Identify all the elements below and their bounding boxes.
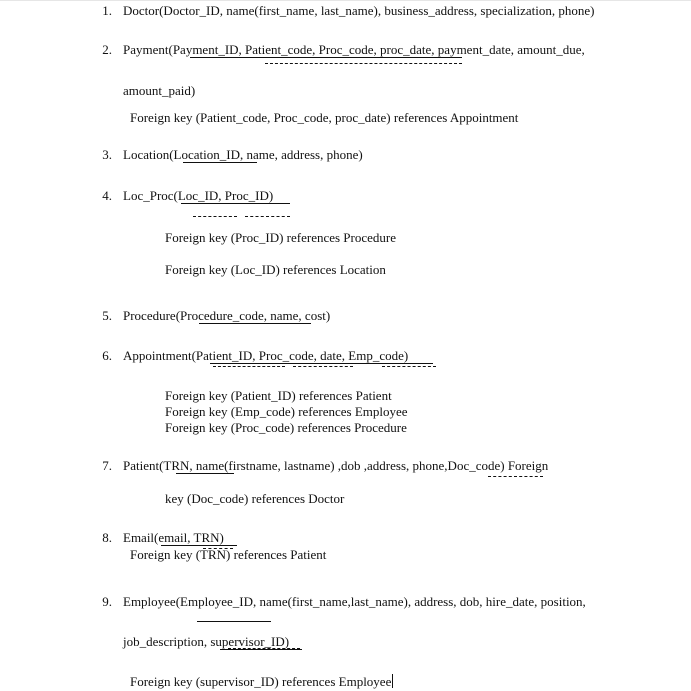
primary-key-underline bbox=[181, 203, 290, 204]
foreign-key-dashed-underline bbox=[228, 648, 300, 649]
underline bbox=[220, 649, 302, 650]
item-number-2: 2. bbox=[102, 42, 112, 57]
relation-patient: Patient(TRN, name(firstname, lastname) ,dob ,address, phone,Doc_code) Foreign bbox=[123, 458, 549, 473]
foreign-key-appointment-employee: Foreign key (Emp_code) references Employee bbox=[165, 404, 408, 419]
foreign-key-dashed-underline bbox=[245, 216, 290, 217]
relation-employee-continued: job_description, supervisor_ID) bbox=[123, 634, 290, 649]
foreign-key-dashed-underline bbox=[193, 216, 237, 217]
foreign-key-email-patient: Foreign key (TRN) references Patient bbox=[130, 547, 327, 562]
item-number-5: 5. bbox=[102, 308, 112, 323]
foreign-key-dashed-underline bbox=[265, 63, 462, 64]
primary-key-underline bbox=[197, 621, 271, 622]
item-number-3: 3. bbox=[102, 147, 112, 162]
primary-key-underline bbox=[161, 545, 237, 546]
item-number-1: 1. bbox=[102, 3, 112, 18]
item-number-6: 6. bbox=[102, 348, 112, 363]
primary-key-underline bbox=[183, 162, 257, 163]
relation-payment: Payment(Payment_ID, Patient_code, Proc_code, proc_date, payment_date, amount_due, bbox=[123, 42, 585, 57]
text-cursor bbox=[392, 674, 393, 688]
relation-doctor: Doctor(Doctor_ID, name(first_name, last_name), business_address, specialization, phone) bbox=[123, 3, 595, 18]
item-number-9: 9. bbox=[102, 594, 112, 609]
relation-employee: Employee(Employee_ID, name(first_name,last_name), address, dob, hire_date, position, bbox=[123, 594, 586, 609]
foreign-key-locproc-procedure: Foreign key (Proc_ID) references Procedure bbox=[165, 230, 397, 245]
relation-procedure: Procedure(Procedure_code, name, cost) bbox=[123, 308, 331, 323]
primary-key-underline bbox=[199, 323, 311, 324]
primary-key-underline bbox=[190, 57, 462, 58]
foreign-key-patient-doctor: key (Doc_code) references Doctor bbox=[165, 491, 345, 506]
relation-email: Email(email, TRN) bbox=[123, 530, 224, 545]
foreign-key-employee-supervisor[interactable] bbox=[130, 674, 393, 690]
foreign-key-payment-appointment: Foreign key (Patient_code, Proc_code, proc_date) references Appointment bbox=[130, 110, 519, 125]
foreign-key-locproc-location: Foreign key (Loc_ID) references Location bbox=[165, 262, 386, 277]
foreign-key-dashed-underline bbox=[382, 366, 436, 367]
page-top-edge bbox=[0, 0, 691, 1]
foreign-key-dashed-underline bbox=[293, 366, 353, 367]
primary-key-underline bbox=[176, 473, 234, 474]
foreign-key-dashed-underline bbox=[213, 366, 285, 367]
item-number-8: 8. bbox=[102, 530, 112, 545]
item-number-4: 4. bbox=[102, 188, 112, 203]
relation-appointment: Appointment(Patient_ID, Proc_code, date, Emp_code) bbox=[123, 348, 409, 363]
item-number-7: 7. bbox=[102, 458, 112, 473]
foreign-key-dashed-underline bbox=[488, 476, 543, 477]
foreign-key-appointment-procedure: Foreign key (Proc_code) references Procedure bbox=[165, 420, 407, 435]
foreign-key-appointment-patient: Foreign key (Patient_ID) references Patient bbox=[165, 388, 392, 403]
relation-payment-continued: amount_paid) bbox=[123, 83, 196, 98]
foreign-key-employee-supervisor-text: Foreign key (supervisor_ID) references Employee bbox=[130, 674, 392, 689]
relation-location: Location(Location_ID, name, address, phone) bbox=[123, 147, 363, 162]
primary-key-underline bbox=[210, 363, 433, 364]
relation-loc-proc: Loc_Proc(Loc_ID, Proc_ID) bbox=[123, 188, 274, 203]
